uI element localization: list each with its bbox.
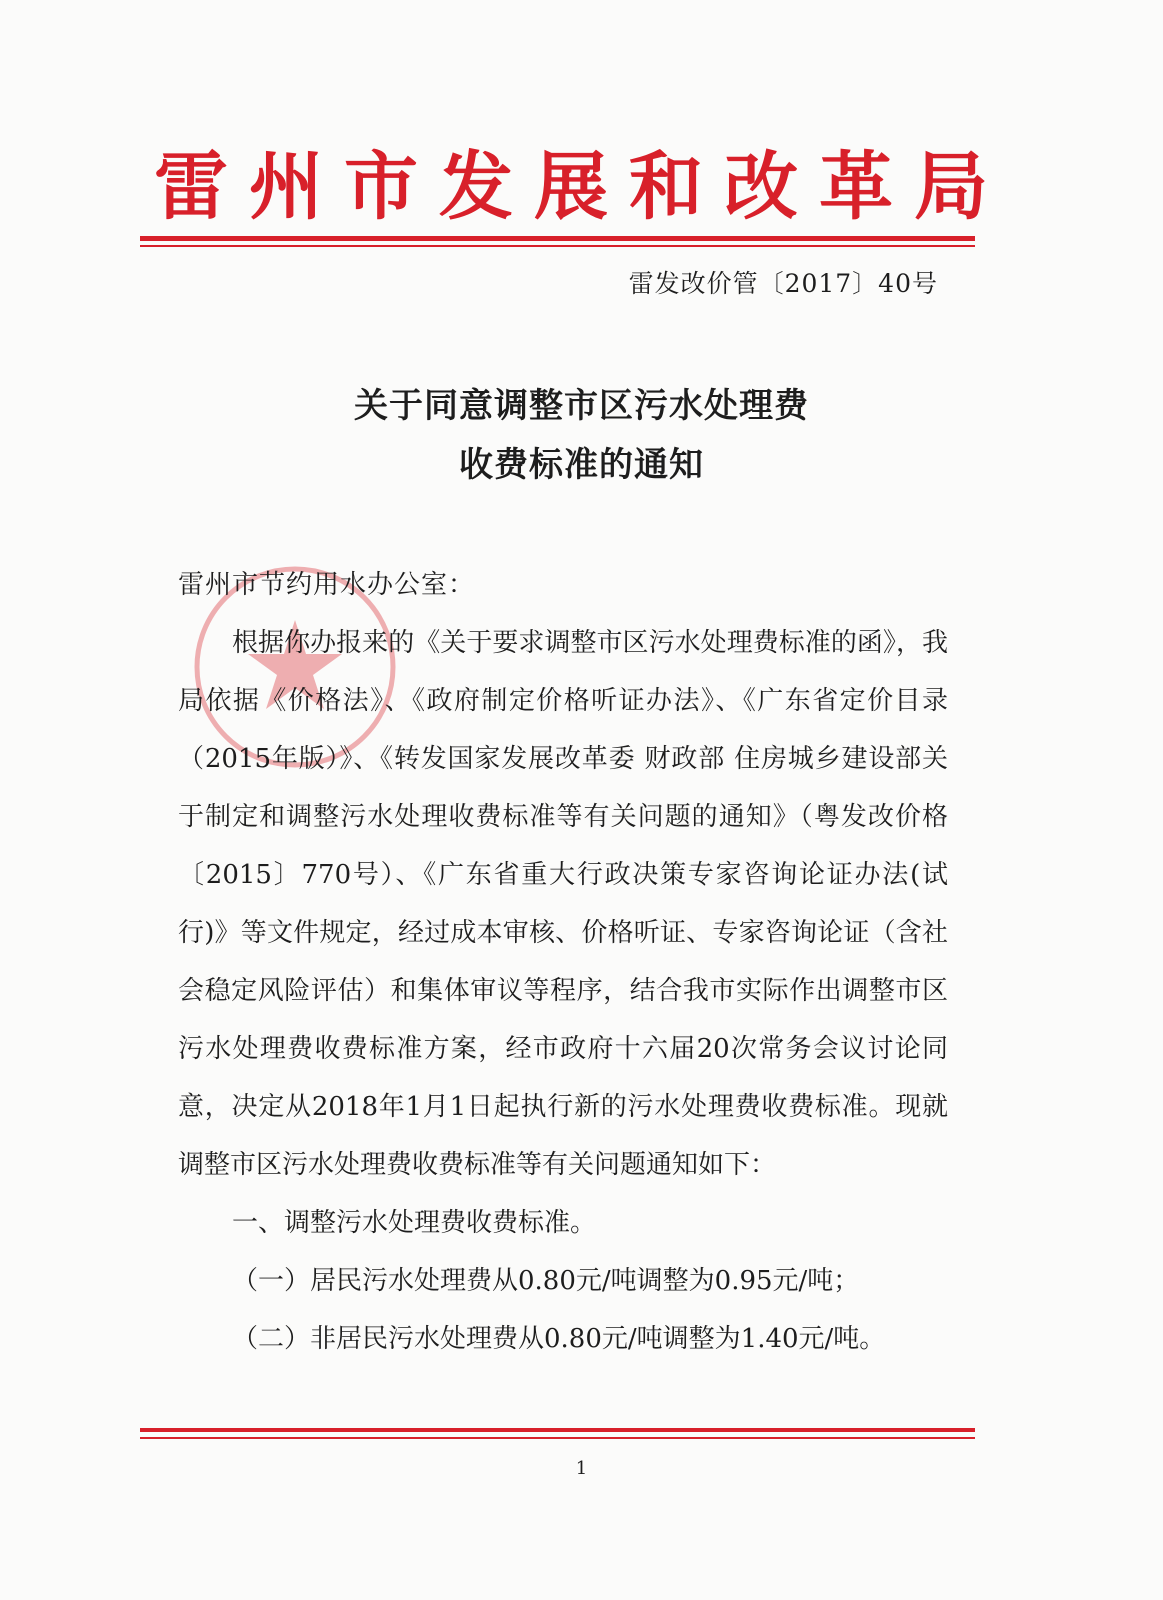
masthead-org-name: 雷州市发展和改革局 — [154, 144, 1009, 230]
list-item: （二）非居民污水处理费从0.80元/吨调整为1.40元/吨。 — [232, 1324, 886, 1354]
footer-rule-thick — [140, 1428, 975, 1432]
document-number: 雷发改价管〔2017〕40号 — [628, 269, 938, 298]
document-body — [178, 556, 948, 1368]
salutation: 雷州市节约用水办公室： — [178, 570, 476, 600]
body-paragraph: 根据你办报来的《关于要求调整市区污水处理费标准的函》，我局依据《价格法》、《政府制定价格听证办法》、《广东省定价目录（2015年版）》、《转发国家发展改革委 财政部 住房城乡建设部关于制定和调整污水处理收费标准等有关问题的通知》（粤发改价格〔2015〕770号）、《广东省重大行政决策专家咨询论证办法(试行)》等文件规定，经过成本审核、价格听证、专家咨询论证（含社会稳定风险评估）和集体审议等程序，结合我市实际作出调整市区污水处理费收费标准方案，经市政府十六届20次常务会议讨论同意，决定从2018年1月1日起执行新的污水处理费收费标准。现就调整市区污水处理费收费标准等有关问题通知如下： — [178, 628, 948, 1180]
footer-rule-thin — [140, 1437, 975, 1439]
masthead-rule-thick — [140, 236, 975, 241]
masthead-rule-thin — [140, 245, 975, 247]
document-title-line-1: 关于同意调整市区污水处理费 — [354, 386, 809, 426]
document-title-line-2: 收费标准的通知 — [459, 445, 704, 485]
section-heading: 一、调整污水处理费收费标准。 — [232, 1208, 597, 1238]
list-item: （一）居民污水处理费从0.80元/吨调整为0.95元/吨； — [232, 1266, 860, 1296]
page-number: 1 — [575, 1458, 588, 1479]
